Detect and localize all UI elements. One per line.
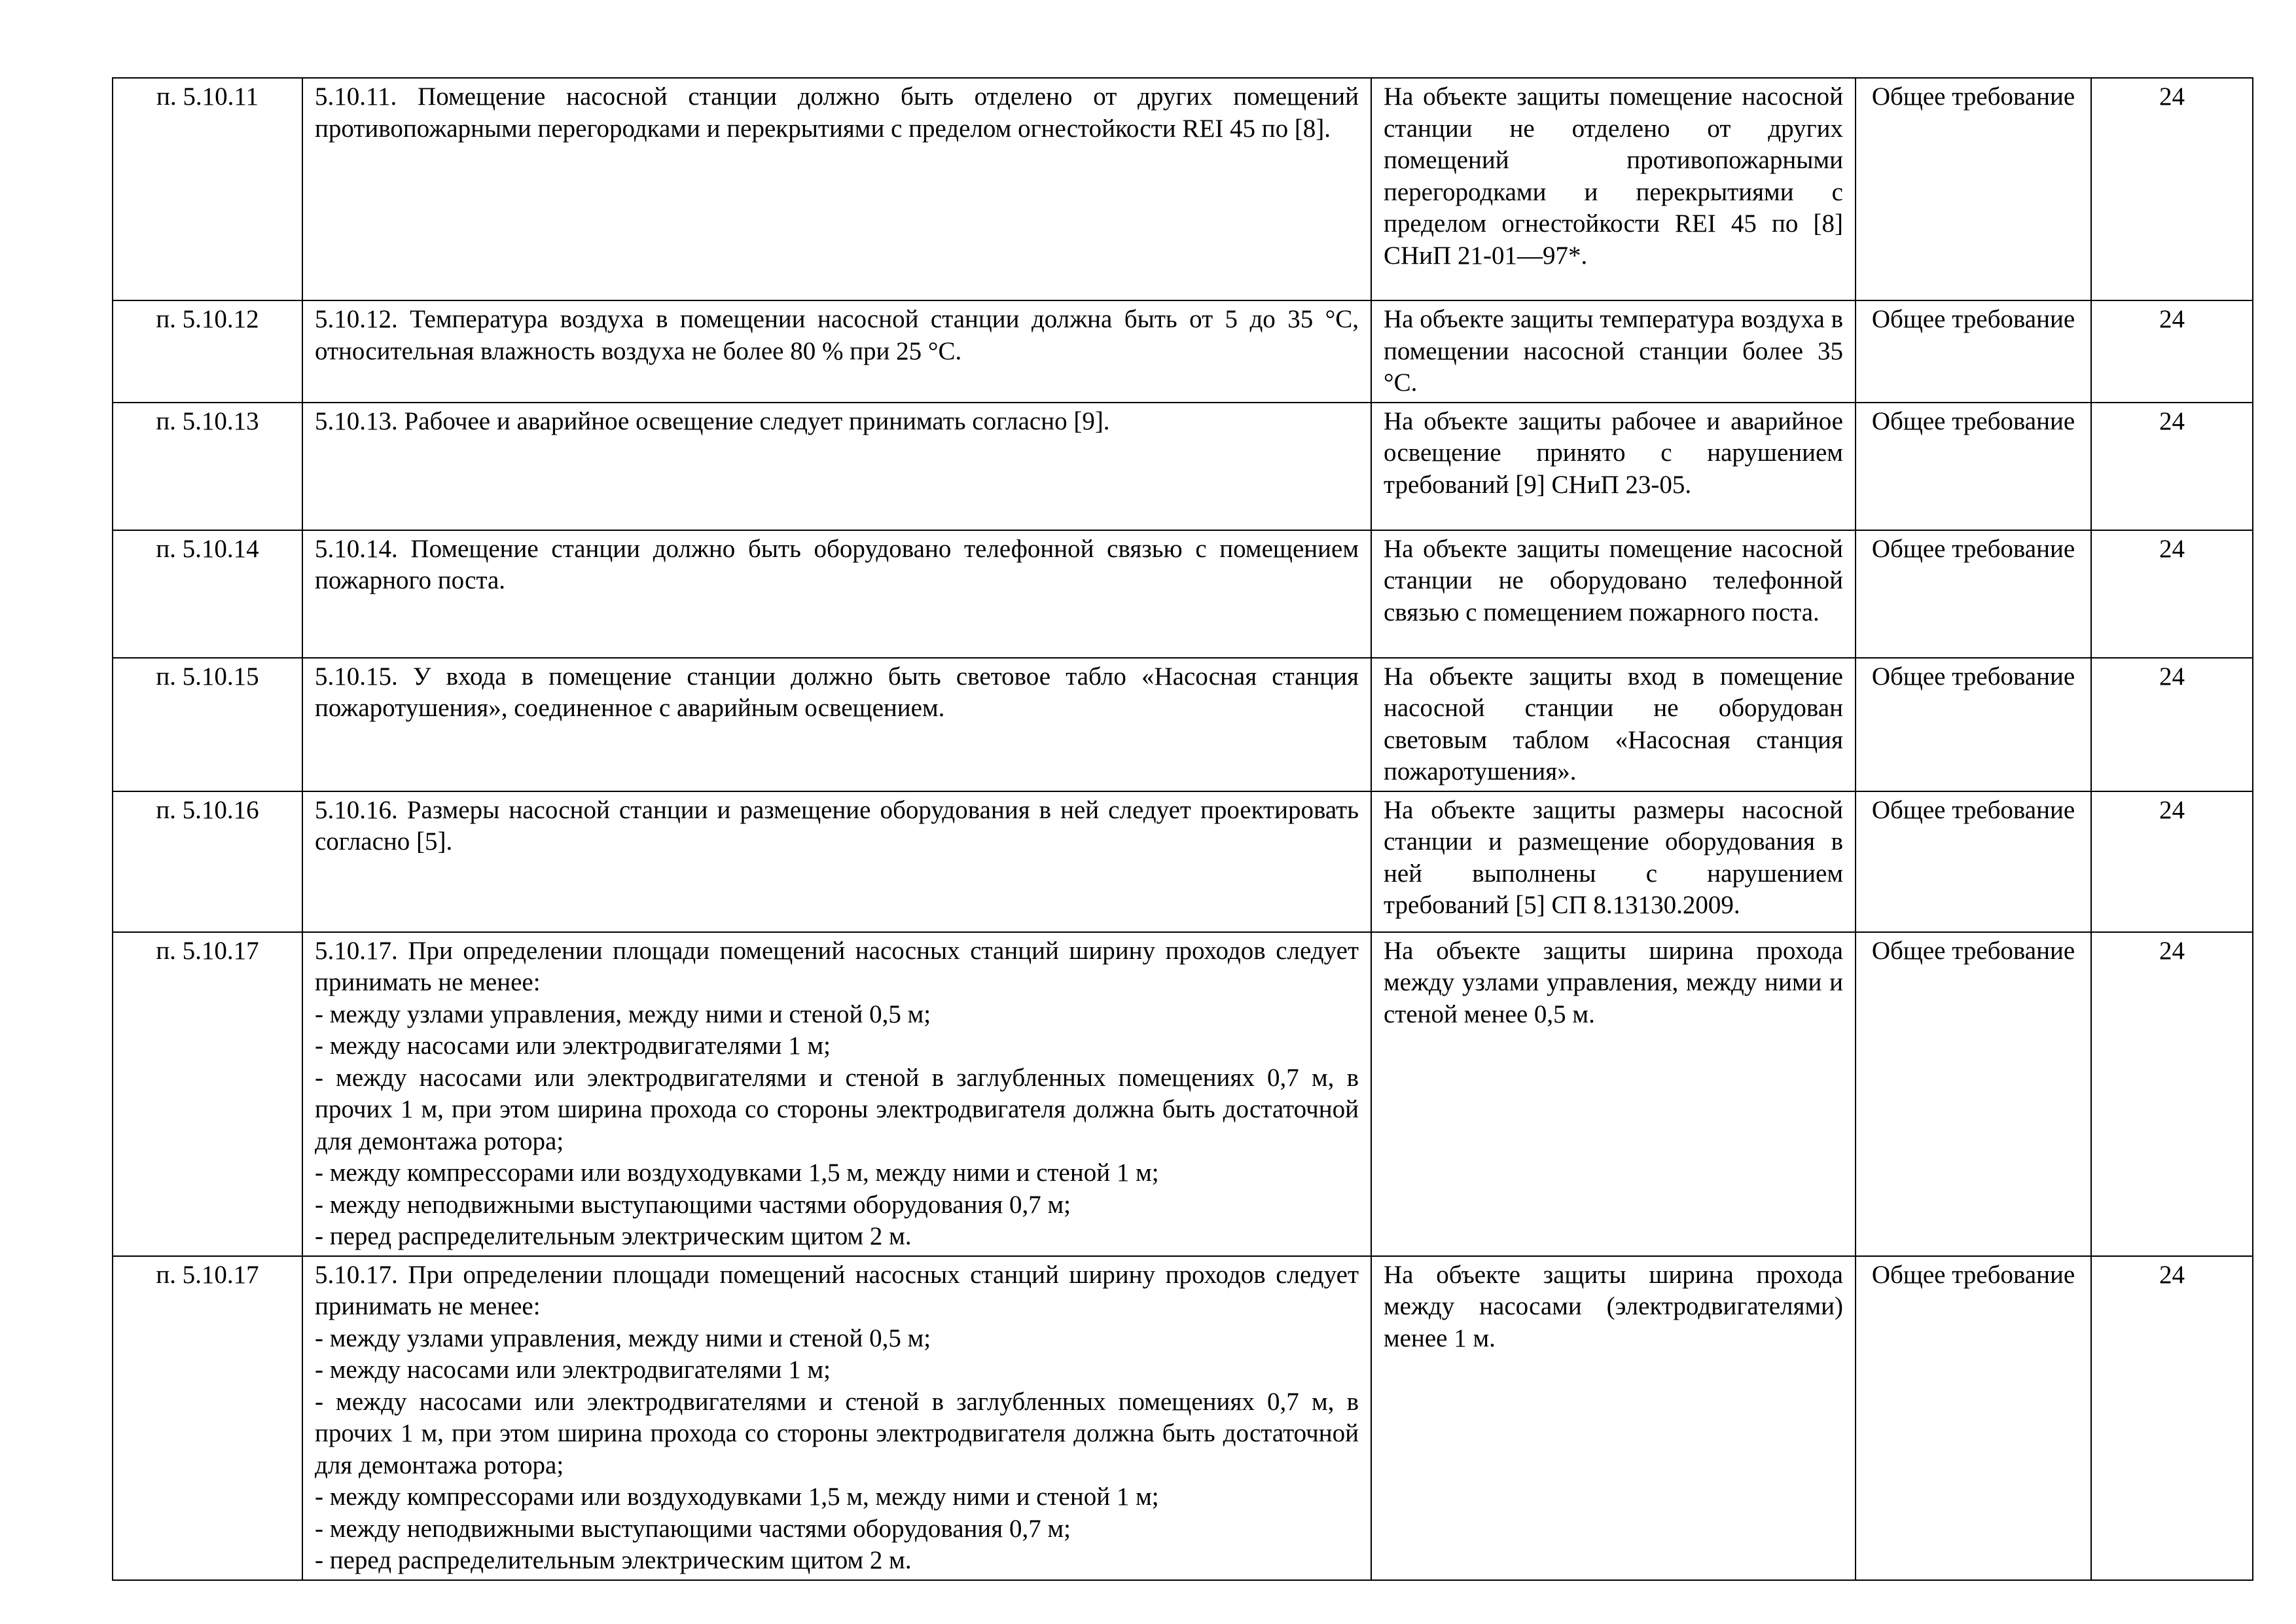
requirement-type-cell [1856, 78, 2091, 300]
violation-text: На объекте защиты вход в помещение насосной станции не оборудован световым таблом «Насосная станция пожаротушения». [1384, 662, 1843, 785]
requirement-type-cell [1856, 300, 2091, 403]
requirement-cell [302, 78, 1371, 300]
number-cell [2091, 300, 2253, 403]
table-row [113, 403, 2253, 530]
number-value: 24 [2159, 1260, 2185, 1289]
requirement-type: Общее требование [1871, 936, 2075, 965]
violation-text: На объекте защиты размеры насосной станции и размещение оборудования в ней выполнены с нарушением требований [5] СП 8.13130.2009. [1384, 795, 1843, 919]
requirement-cell [302, 658, 1371, 791]
requirement-text: 5.10.16. Размеры насосной станции и размещение оборудования в ней следует проектировать согласно [5]. [315, 795, 1359, 856]
requirement-type-cell [1856, 932, 2091, 1256]
requirement-text: 5.10.15. У входа в помещение станции должно быть световое табло «Насосная станция пожаротушения», соединенное с аварийным освещением. [315, 662, 1359, 722]
requirement-type: Общее требование [1871, 534, 2075, 563]
number-cell [2091, 78, 2253, 300]
violation-text: На объекте защиты температура воздуха в помещении насосной станции более 35 °С. [1384, 305, 1843, 397]
requirement-type: Общее требование [1871, 1260, 2075, 1289]
number-cell [2091, 530, 2253, 658]
clause-ref: п. 5.10.14 [156, 534, 259, 563]
requirement-type: Общее требование [1871, 406, 2075, 435]
requirement-type-cell [1856, 403, 2091, 530]
requirement-cell [302, 300, 1371, 403]
requirement-item: - перед распределительным электрическим щитом 2 м. [315, 1546, 912, 1574]
violation-cell [1371, 1256, 1856, 1580]
number-value: 24 [2159, 534, 2185, 563]
number-value: 24 [2159, 662, 2185, 691]
clause-ref: п. 5.10.16 [156, 795, 259, 824]
clause-ref-cell [113, 791, 302, 932]
number-cell [2091, 1256, 2253, 1580]
requirement-cell [302, 530, 1371, 658]
clause-ref-cell [113, 658, 302, 791]
clause-ref: п. 5.10.12 [156, 305, 259, 333]
clause-ref-cell [113, 1256, 302, 1580]
requirement-item: - между компрессорами или воздуходувками 1,5 м, между ними и стеной 1 м; [315, 1159, 1159, 1187]
requirement-item: - между насосами или электродвигателями 1 м; [315, 1032, 831, 1060]
number-value: 24 [2159, 406, 2185, 435]
table-row [113, 1256, 2253, 1580]
clause-ref-cell [113, 403, 302, 530]
requirement-cell [302, 403, 1371, 530]
violation-cell [1371, 300, 1856, 403]
requirement-cell [302, 791, 1371, 932]
violation-text: На объекте защиты помещение насосной станции не оборудовано телефонной связью с помещением пожарного поста. [1384, 534, 1843, 626]
requirement-item: - между неподвижными выступающими частями оборудования 0,7 м; [315, 1514, 1071, 1543]
requirement-text: 5.10.17. При определении площади помещений насосных станций ширину проходов следует принимать не менее: [315, 1260, 1359, 1320]
violation-cell [1371, 658, 1856, 791]
clause-ref: п. 5.10.17 [156, 1260, 259, 1289]
clause-ref: п. 5.10.11 [156, 82, 259, 111]
table-row [113, 530, 2253, 658]
requirement-text: 5.10.17. При определении площади помещений насосных станций ширину проходов следует принимать не менее: [315, 936, 1359, 996]
requirement-type-cell [1856, 530, 2091, 658]
requirement-item: - между насосами или электродвигателями и стеной в заглубленных помещениях 0,7 м, в прочих 1 м, при этом ширина прохода со стороны электродвигателя должна быть достаточной для демонтажа ротора; [315, 1387, 1359, 1479]
requirement-type: Общее требование [1871, 305, 2075, 333]
table-row [113, 78, 2253, 300]
violation-cell [1371, 403, 1856, 530]
requirement-item: - между насосами или электродвигателями и стеной в заглубленных помещениях 0,7 м, в прочих 1 м, при этом ширина прохода со стороны электродвигателя должна быть достаточной для демонтажа ротора; [315, 1063, 1359, 1155]
clause-ref: п. 5.10.17 [156, 936, 259, 965]
requirement-item: - перед распределительным электрическим щитом 2 м. [315, 1222, 912, 1250]
requirement-text: 5.10.12. Температура воздуха в помещении насосной станции должна быть от 5 до 35 °С, относительная влажность воздуха не более 80 % при 25 °С. [315, 305, 1359, 365]
clause-ref: п. 5.10.15 [156, 662, 259, 691]
requirement-item: - между узлами управления, между ними и стеной 0,5 м; [315, 1000, 931, 1028]
document-sheet [112, 77, 2252, 1581]
table-row [113, 791, 2253, 932]
requirements-table [112, 77, 2253, 1581]
requirement-item: - между насосами или электродвигателями 1 м; [315, 1356, 831, 1384]
violation-cell [1371, 78, 1856, 300]
violation-text: На объекте защиты рабочее и аварийное освещение принято с нарушением требований [9] СНиП 23-05. [1384, 406, 1843, 499]
requirement-text: 5.10.11. Помещение насосной станции должно быть отделено от других помещений противопожарными перегородками и перекрытиями с пределом огнестойкости REI 45 по [8]. [315, 82, 1359, 143]
number-cell [2091, 932, 2253, 1256]
clause-ref-cell [113, 530, 302, 658]
table-row [113, 658, 2253, 791]
clause-ref: п. 5.10.13 [156, 406, 259, 435]
number-cell [2091, 403, 2253, 530]
requirement-cell [302, 932, 1371, 1256]
requirement-type-cell [1856, 1256, 2091, 1580]
requirement-item: - между узлами управления, между ними и стеной 0,5 м; [315, 1324, 931, 1352]
violation-text: На объекте защиты ширина прохода между насосами (электродвигателями) менее 1 м. [1384, 1260, 1843, 1352]
table-row [113, 932, 2253, 1256]
requirement-type: Общее требование [1871, 662, 2075, 691]
requirement-type: Общее требование [1871, 795, 2075, 824]
requirement-text: 5.10.14. Помещение станции должно быть оборудовано телефонной связью с помещением пожарного поста. [315, 534, 1359, 594]
violation-cell [1371, 932, 1856, 1256]
violation-text: На объекте защиты помещение насосной станции не отделено от других помещений противопожарными перегородками и перекрытиями с пределом огнестойкости REI 45 по [8] СНиП 21-01—97*. [1384, 82, 1843, 270]
requirement-cell [302, 1256, 1371, 1580]
number-value: 24 [2159, 82, 2185, 111]
number-value: 24 [2159, 305, 2185, 333]
clause-ref-cell [113, 932, 302, 1256]
clause-ref-cell [113, 78, 302, 300]
table-row [113, 300, 2253, 403]
requirement-type-cell [1856, 658, 2091, 791]
requirement-type-cell [1856, 791, 2091, 932]
violation-cell [1371, 530, 1856, 658]
clause-ref-cell [113, 300, 302, 403]
number-cell [2091, 791, 2253, 932]
requirement-item: - между неподвижными выступающими частями оборудования 0,7 м; [315, 1190, 1071, 1219]
number-value: 24 [2159, 795, 2185, 824]
number-cell [2091, 658, 2253, 791]
requirement-item: - между компрессорами или воздуходувками 1,5 м, между ними и стеной 1 м; [315, 1483, 1159, 1511]
requirement-text: 5.10.13. Рабочее и аварийное освещение следует принимать согласно [9]. [315, 406, 1110, 435]
requirement-type: Общее требование [1871, 82, 2075, 111]
number-value: 24 [2159, 936, 2185, 965]
violation-cell [1371, 791, 1856, 932]
violation-text: На объекте защиты ширина прохода между узлами управления, между ними и стеной менее 0,5 м. [1384, 936, 1843, 1028]
